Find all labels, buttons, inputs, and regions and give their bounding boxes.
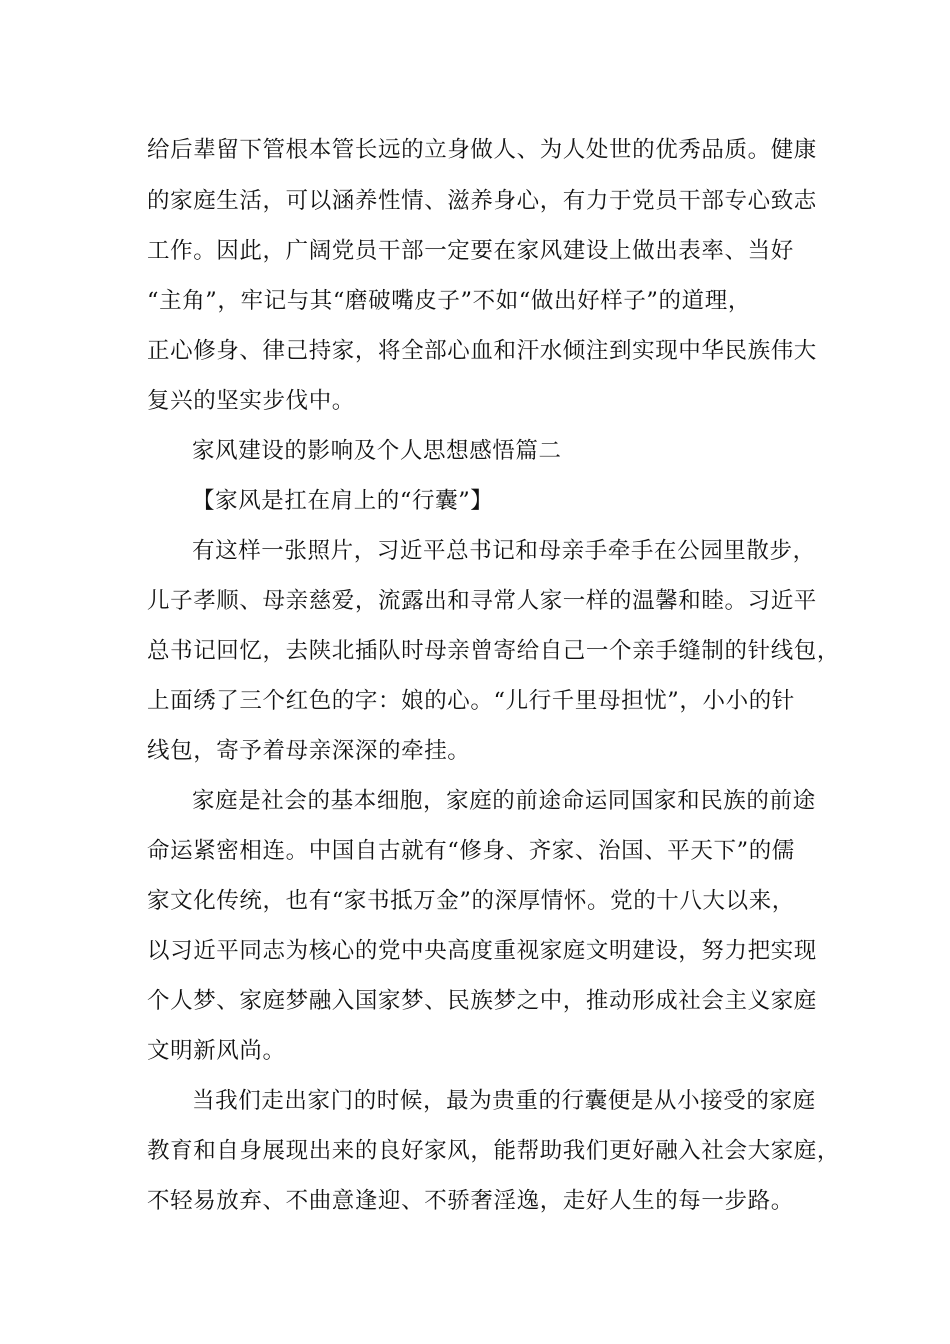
- body-text-line: 工作。因此，广阔党员干部一定要在家风建设上做出表率、当好: [147, 238, 794, 264]
- section-heading: 家风建设的影响及个人思想感悟篇二: [192, 438, 562, 464]
- body-text-line: 教育和自身展现出来的良好家风，能帮助我们更好融入社会大家庭，: [147, 1138, 841, 1164]
- body-text-line: 以习近平同志为核心的党中央高度重视家庭文明建设，努力把实现: [147, 938, 817, 964]
- body-text-line: 家庭是社会的基本细胞，家庭的前途命运同国家和民族的前途: [192, 788, 816, 814]
- body-text-line: 儿子孝顺、母亲慈爱，流露出和寻常人家一样的温馨和睦。习近平: [147, 588, 817, 614]
- body-text-line: 的家庭生活，可以涵养性情、滋养身心，有力于党员干部专心致志: [147, 188, 817, 214]
- body-text-line: 正心修身、律己持家，将全部心血和汗水倾注到实现中华民族伟大: [147, 338, 817, 364]
- body-text-line: 线包，寄予着母亲深深的牵挂。: [147, 738, 471, 764]
- body-text-line: 有这样一张照片，习近平总书记和母亲手牵手在公园里散步，: [192, 538, 816, 564]
- body-text-line: “主角”，牢记与其“磨破嘴皮子”不如“做出好样子”的道理，: [147, 288, 751, 314]
- body-text-line: 家文化传统，也有“家书抵万金”的深厚情怀。党的十八大以来，: [147, 888, 795, 914]
- body-text-line: 命运紧密相连。中国自古就有“修身、齐家、治国、平天下”的儒: [147, 838, 795, 864]
- body-text-line: 上面绣了三个红色的字：娘的心。“儿行千里母担忧”，小小的针: [147, 688, 795, 714]
- body-text-line: 不轻易放弃、不曲意逢迎、不骄奢淫逸，走好人生的每一步路。: [147, 1188, 794, 1214]
- body-text-line: 个人梦、家庭梦融入国家梦、民族梦之中，推动形成社会主义家庭: [147, 988, 817, 1014]
- section-subheading: 【家风是扛在肩上的“行囊”】: [192, 488, 494, 514]
- body-text-line: 当我们走出家门的时候，最为贵重的行囊便是从小接受的家庭: [192, 1088, 816, 1114]
- body-text-line: 总书记回忆，去陕北插队时母亲曾寄给自己一个亲手缝制的针线包，: [147, 638, 841, 664]
- body-text-line: 给后辈留下管根本管长远的立身做人、为人处世的优秀品质。健康: [147, 137, 817, 163]
- body-text-line: 复兴的坚实步伐中。: [147, 388, 355, 414]
- body-text-line: 文明新风尚。: [147, 1038, 286, 1064]
